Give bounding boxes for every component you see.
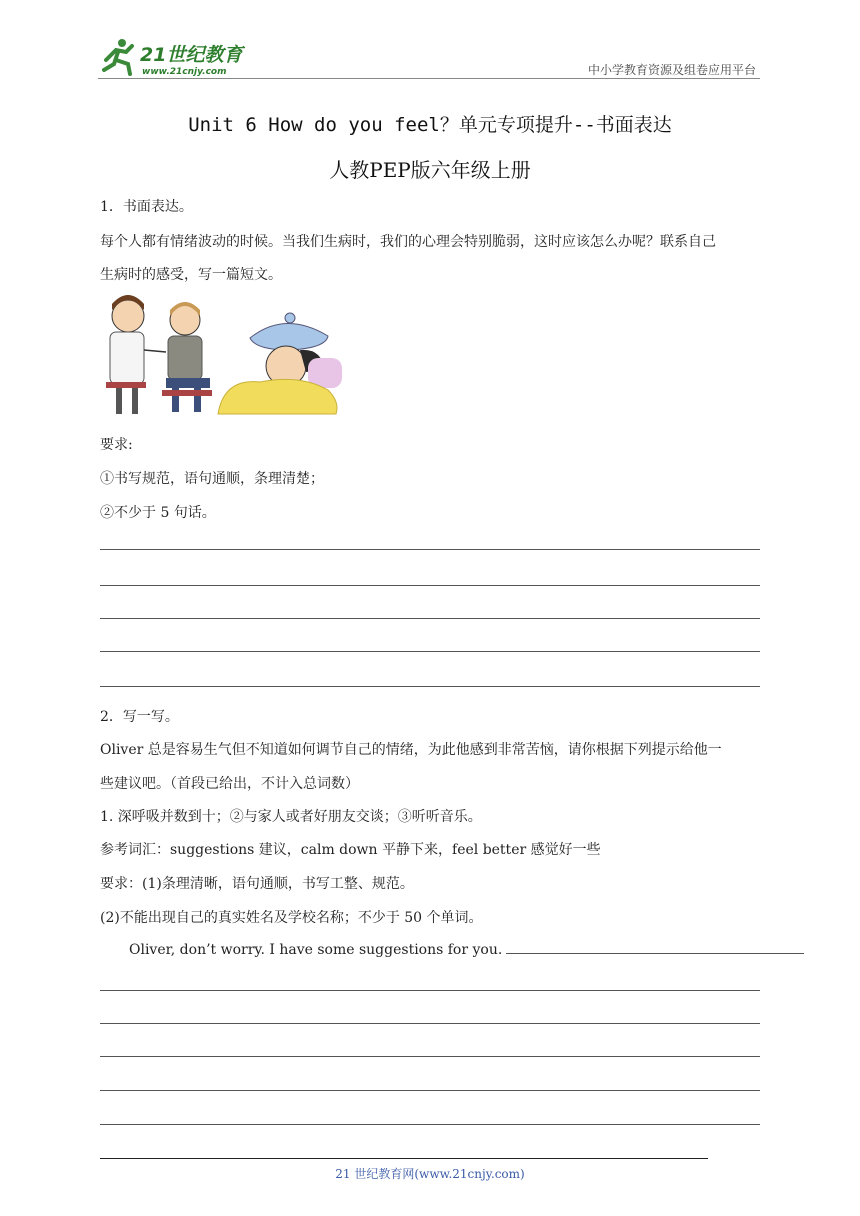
q2-answer-line[interactable]	[506, 941, 804, 954]
logo-text: 21世纪教育	[140, 44, 243, 66]
q1-answer-line[interactable]	[100, 618, 760, 619]
q2-opening-line	[129, 941, 804, 958]
platform-label: 中小学教育资源及组卷应用平台	[587, 63, 756, 77]
q2-answer-line[interactable]	[100, 990, 760, 991]
q1-illustration	[100, 290, 350, 420]
q2-answer-line[interactable]	[100, 1056, 760, 1057]
q1-answer-line[interactable]	[100, 651, 760, 652]
logo-url: www.21cnjy.com	[142, 67, 227, 77]
q2-requirement-2: (2)不能出现自己的真实姓名及学校名称；不少于 50 个单词。	[100, 910, 483, 926]
doctor-patient-illustration	[106, 295, 212, 414]
page-subtitle: 人教PEP版六年级上册	[329, 158, 531, 182]
q1-requirement-2: ②不少于 5 句话。	[100, 505, 216, 521]
q2-prompt-line2: 些建议吧。（首段已给出，不计入总词数）	[100, 776, 359, 792]
q1-answer-line[interactable]	[100, 549, 760, 550]
q2-requirement-1: 要求：(1)条理清晰，语句通顺，书写工整、规范。	[100, 876, 414, 892]
q2-number: 2．写一写。	[100, 709, 179, 725]
header-divider	[98, 78, 760, 79]
q1-number: 1．书面表达。	[100, 199, 193, 215]
sick-child-illustration	[218, 313, 342, 414]
q1-requirement-1: ①书写规范，语句通顺，条理清楚；	[100, 471, 324, 487]
logo-icon	[98, 36, 258, 78]
q2-opening-text: Oliver, don’t worry. I have some suggestions for you.	[129, 942, 503, 958]
q1-requirements-label: 要求:	[100, 437, 133, 453]
footer-divider	[100, 1158, 708, 1159]
q1-answer-line[interactable]	[100, 585, 760, 586]
q1-prompt-line1: 每个人都有情绪波动的时候。当我们生病时，我们的心理会特别脆弱，这时应该怎么办呢？联系自己	[100, 234, 716, 250]
q2-hints: 1. 深呼吸并数到十；②与家人或者好朋友交谈；③听听音乐。	[100, 809, 482, 825]
q2-vocabulary: 参考词汇：suggestions 建议，calm down 平静下来，feel better 感觉好一些	[100, 842, 601, 858]
page-header	[98, 36, 760, 78]
q1-answer-line[interactable]	[100, 686, 760, 687]
page-title: Unit 6 How do you feel？单元专项提升--书面表达	[188, 114, 672, 136]
q1-prompt-line2: 生病时的感受，写一篇短文。	[100, 267, 282, 283]
q2-prompt-line1: Oliver 总是容易生气但不知道如何调节自己的情绪，为此他感到非常苦恼，请你根据下列提示给他一	[100, 742, 722, 758]
q2-answer-line[interactable]	[100, 1090, 760, 1091]
q2-answer-line[interactable]	[100, 1124, 760, 1125]
q2-answer-line[interactable]	[100, 1023, 760, 1024]
footer-link[interactable]: 21 世纪教育网(www.21cnjy.com)	[335, 1167, 525, 1181]
